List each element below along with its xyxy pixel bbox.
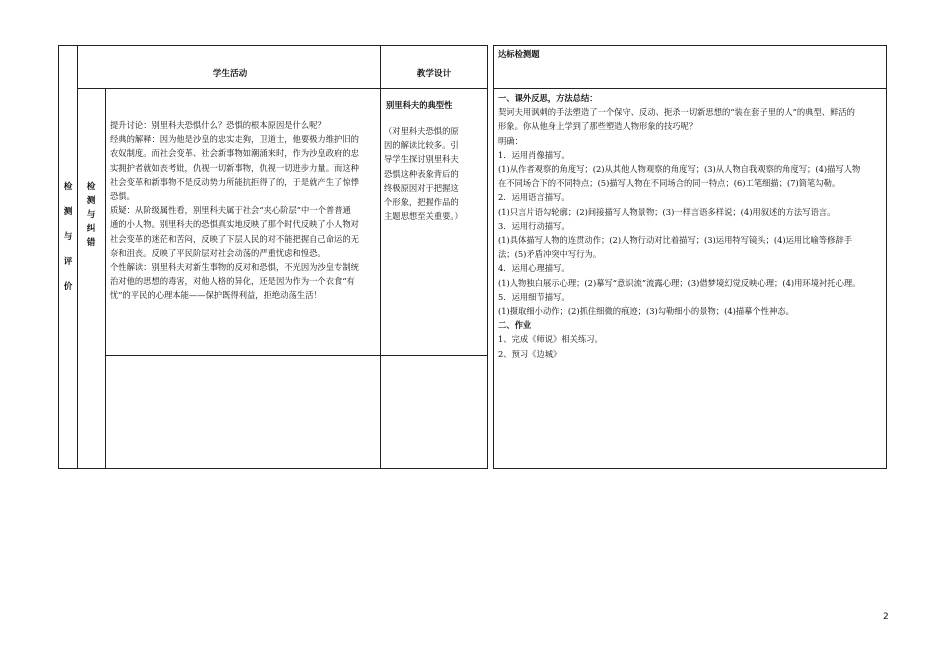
text-line: 1、完成《师说》相关练习。 bbox=[498, 334, 603, 345]
sub-label-char: 测 bbox=[86, 196, 96, 206]
text-line: 在不同场合下的不同特点；(5)描写人物在不同场合的同一特点；(6)工笔细描；(7)简笔勾勒。 bbox=[498, 178, 841, 189]
text-line: 导学生探讨别里科夫 bbox=[384, 154, 459, 165]
page-number: 2 bbox=[883, 612, 889, 622]
text-line: 质疑：从阶级属性看，别里科夫属于社会“夹心阶层”中一个普普通 bbox=[110, 205, 351, 216]
student-activity-text bbox=[110, 118, 378, 303]
text-line: 农奴制度。而社会变革、社会新事物如潮涌来时，作为沙皇政府的忠 bbox=[110, 148, 359, 159]
text-line: (1)摄取细小动作；(2)抓住细微的痕迹；(3)勾勒细小的景物；(4)描摹个性神态。 bbox=[498, 306, 794, 317]
text-line: 因的解读比较多。引 bbox=[384, 140, 459, 151]
header-student-activity: 学生活动 bbox=[212, 69, 248, 79]
text-line: (1)具体描写人物的连贯动作；(2)人物行动对比着描写；(3)运用特写镜头；(4)运用比喻等修辞手 bbox=[498, 235, 852, 246]
table-border bbox=[105, 88, 106, 469]
text-line: (1)只言片语勾轮廓；(2)间接描写人物景物；(3)一样言语多样说；(4)用叙述的方法写语言。 bbox=[498, 206, 836, 217]
sub-label-char: 检 bbox=[86, 182, 96, 192]
text-line: 一、课外反思，方法总结： bbox=[498, 93, 598, 103]
text-line: 契诃夫用讽刺的手法塑造了一个保守、反动、扼杀一切新思想的“装在套子里的人”的典型、鲜活的 bbox=[498, 107, 855, 118]
text-line: 主题思想至关重要。） bbox=[384, 211, 463, 222]
sub-label-char: 纠 bbox=[86, 224, 96, 234]
text-line: 实拥护者就如丧考妣，仇视一切新事物，仇视一切进步力量。而这种 bbox=[110, 162, 359, 173]
sub-label-char: 错 bbox=[86, 238, 96, 248]
assessment-content bbox=[498, 91, 884, 361]
side-label-vertical bbox=[58, 180, 78, 305]
text-line: 2．运用语言描写。 bbox=[498, 192, 570, 203]
text-line: 5．运用细节描写。 bbox=[498, 291, 570, 302]
text-line: 恐惧。 bbox=[110, 191, 135, 202]
text-line: 社会变革和新事物不是反动势力所能抗拒得了的，于是就产生了惊悸 bbox=[110, 176, 359, 187]
text-line: 3．运用行动描写。 bbox=[498, 220, 570, 231]
text-line: 明确： bbox=[498, 135, 523, 146]
side-label-char: 检 bbox=[63, 182, 73, 192]
table-border bbox=[58, 468, 488, 469]
side-label-char: 评 bbox=[63, 257, 73, 267]
assessment-title: 达标检测题 bbox=[498, 49, 540, 59]
text-line: 2、预习《边城》 bbox=[498, 348, 562, 359]
design-note bbox=[384, 124, 486, 223]
text-line: 忧”的平民的心理本能——保护既得利益，拒绝动荡生活！ bbox=[110, 290, 322, 301]
text-line: 4．运用心理描写。 bbox=[498, 263, 570, 274]
side-label-char: 与 bbox=[63, 232, 73, 242]
text-line: （对里科夫恐惧的原 bbox=[384, 126, 459, 136]
sub-label-char: 与 bbox=[86, 210, 96, 220]
text-line: 个性解读：别里科夫对新生事物的反对和恐惧，不光因为沙皇专制统 bbox=[110, 262, 359, 273]
sub-label-vertical bbox=[80, 180, 102, 250]
text-line: 终极原因对于把握这 bbox=[384, 182, 459, 193]
text-line: 通的小人物。别里科夫的恐惧真实地反映了那个时代反映了小人物对 bbox=[110, 219, 359, 230]
text-line: 二、作业 bbox=[498, 320, 532, 331]
text-line: 法；(5)矛盾冲突中写行为。 bbox=[498, 249, 602, 260]
text-line: 奈和沮丧。反映了平民阶层对社会动荡的严重忧虑和惶恐。 bbox=[110, 247, 326, 258]
table-border bbox=[487, 45, 488, 469]
side-label-char: 测 bbox=[63, 207, 73, 217]
side-label-char: 价 bbox=[63, 282, 73, 292]
text-line: 恐惧这种表象背后的 bbox=[384, 168, 459, 179]
text-line: 1．运用肖像描写。 bbox=[498, 149, 570, 160]
table-border bbox=[77, 88, 488, 89]
text-line: (1)从作者观察的角度写；(2)从其他人物观察的角度写；(3)从人物自我观察的角度写；(4)描写人物 bbox=[498, 164, 861, 175]
text-line: 形象。你从他身上学到了那些塑造人物形象的技巧呢？ bbox=[498, 121, 698, 132]
design-title: 别里科夫的典型性 bbox=[386, 100, 453, 110]
text-line: 社会变革的迷茫和苦闷，反映了下层人民的对不能把握自己命运的无 bbox=[110, 233, 359, 244]
text-line: 治对他的思想的毒害，对他人格的异化，还是因为作为一个衣食“有 bbox=[110, 276, 355, 287]
text-line: (1)人物独白展示心理；(2)摹写“意识流”流露心理；(3)借梦境幻觉反映心理；(4)用环境衬托心理。 bbox=[498, 277, 861, 288]
text-line: 提升讨论：别里科夫恐惧什么？恐惧的根本原因是什么呢？ bbox=[110, 120, 326, 130]
text-line: 经典的解释：因为他是沙皇的忠实走狗，卫道士，他要极力维护旧的 bbox=[110, 134, 359, 145]
header-teaching-design: 教学设计 bbox=[416, 69, 452, 79]
table-border bbox=[58, 45, 488, 46]
table-border bbox=[105, 355, 488, 356]
table-border bbox=[380, 45, 381, 469]
box-divider bbox=[493, 88, 887, 89]
text-line: 个形象，把握作品的 bbox=[384, 197, 459, 208]
